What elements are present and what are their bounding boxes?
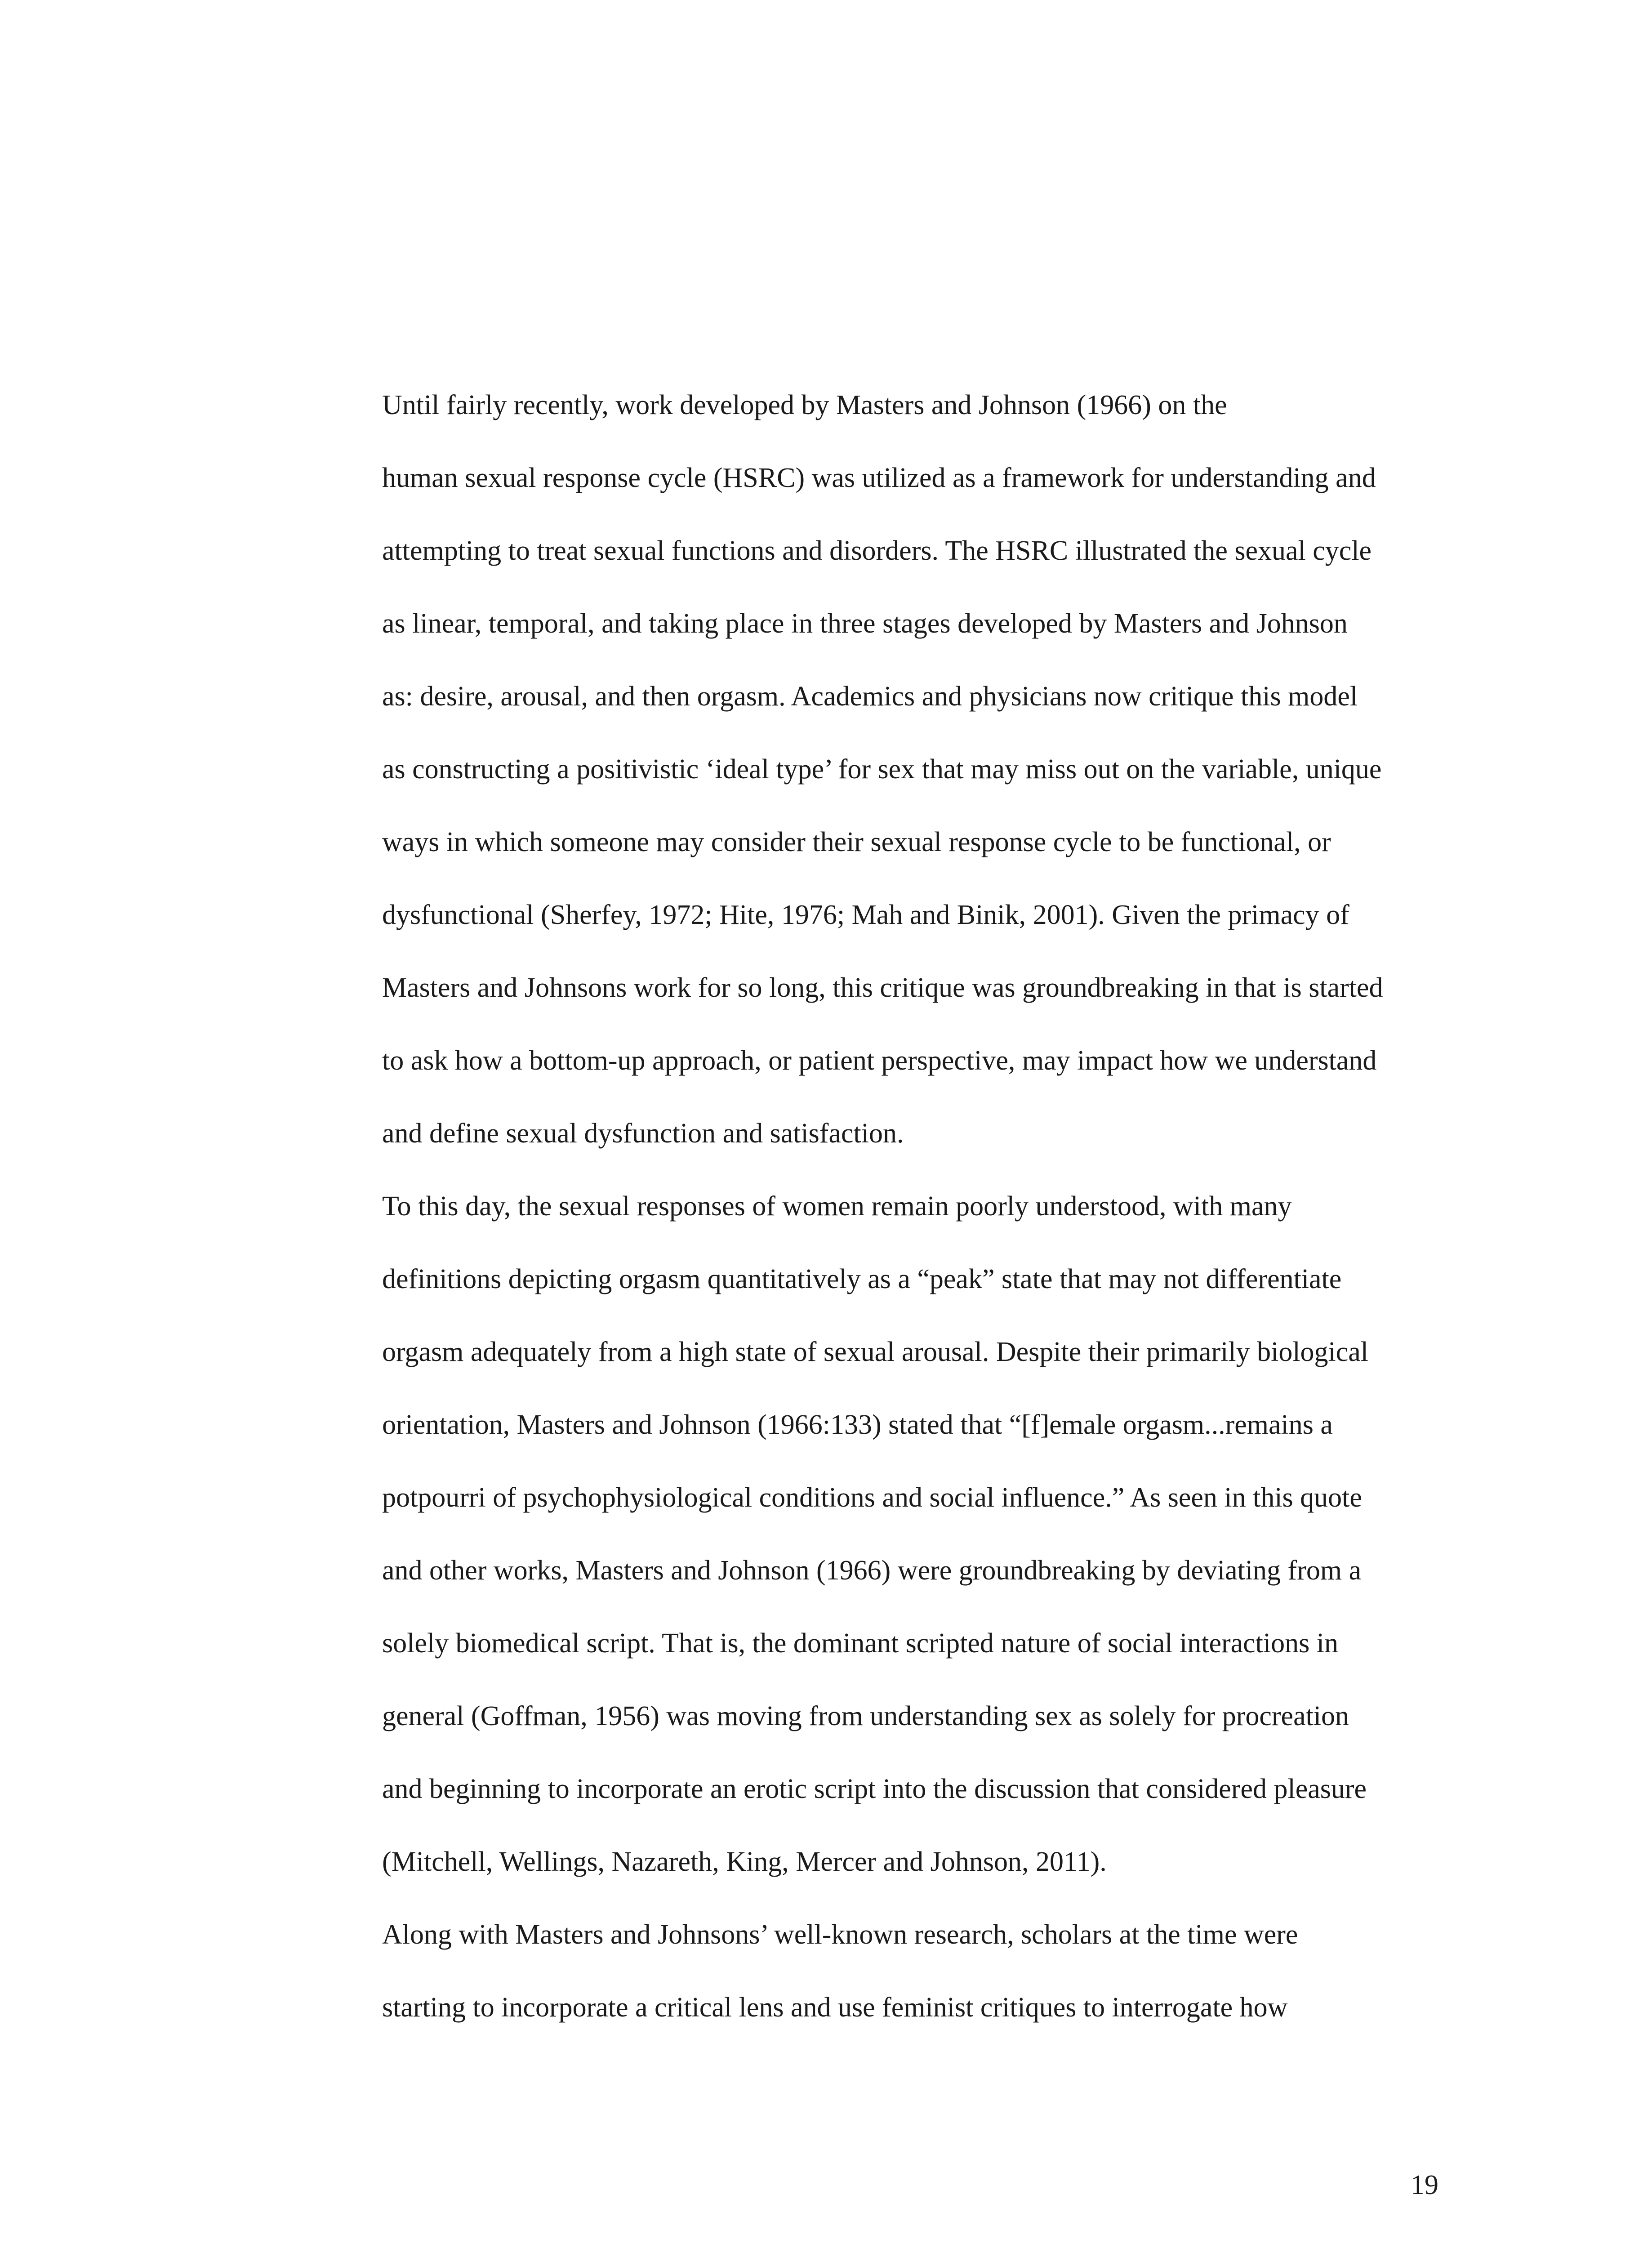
text-line: and define sexual dysfunction and satisfaction. xyxy=(382,1118,904,1149)
text-line: orgasm adequately from a high state of sexual arousal. Despite their primarily biological xyxy=(382,1337,1369,1367)
page-number: 19 xyxy=(1411,2170,1438,2200)
text-line: to ask how a bottom-up approach, or patient perspective, may impact how we understand xyxy=(382,1045,1377,1076)
text-line: dysfunctional (Sherfey, 1972; Hite, 1976; Mah and Binik, 2001). Given the primacy of xyxy=(382,900,1349,930)
text-line: as: desire, arousal, and then orgasm. Academics and physicians now critique this model xyxy=(382,681,1358,712)
text-line: Along with Masters and Johnsons’ well-known research, scholars at the time were xyxy=(382,1919,1298,1950)
text-line: attempting to treat sexual functions and disorders. The HSRC illustrated the sexual cycle xyxy=(382,535,1372,566)
text-line: orientation, Masters and Johnson (1966:133) stated that “[f]emale orgasm...remains a xyxy=(382,1409,1333,1440)
text-line: potpourri of psychophysiological conditions and social influence.” As seen in this quote xyxy=(382,1482,1362,1513)
text-line: To this day, the sexual responses of women remain poorly understood, with many xyxy=(382,1191,1292,1222)
body-text xyxy=(288,369,1438,2044)
text-line: and other works, Masters and Johnson (1966) were groundbreaking by deviating from a xyxy=(382,1555,1362,1586)
text-line: ways in which someone may consider their sexual response cycle to be functional, or xyxy=(382,827,1331,857)
text-line: human sexual response cycle (HSRC) was utilized as a framework for understanding and xyxy=(382,463,1376,493)
text-line: as linear, temporal, and taking place in three stages developed by Masters and Johnson xyxy=(382,608,1348,639)
text-line: starting to incorporate a critical lens and use feminist critiques to interrogate how xyxy=(382,1992,1288,2023)
paragraph xyxy=(288,1898,1438,2044)
text-line: Until fairly recently, work developed by Masters and Johnson (1966) on the xyxy=(382,390,1227,420)
text-line: and beginning to incorporate an erotic script into the discussion that considered pleasure xyxy=(382,1774,1367,1804)
text-line: Masters and Johnsons work for so long, this critique was groundbreaking in that is started xyxy=(382,972,1383,1003)
paragraph xyxy=(288,1170,1438,1898)
text-line: solely biomedical script. That is, the dominant scripted nature of social interactions in xyxy=(382,1628,1338,1659)
text-line: (Mitchell, Wellings, Nazareth, King, Mercer and Johnson, 2011). xyxy=(382,1847,1107,1877)
paragraph xyxy=(288,369,1438,1170)
text-line: general (Goffman, 1956) was moving from understanding sex as solely for procreation xyxy=(382,1701,1349,1731)
text-line: as constructing a positivistic ‘ideal type’ for sex that may miss out on the variable, unique xyxy=(382,754,1382,785)
text-line: definitions depicting orgasm quantitatively as a “peak” state that may not differentiate xyxy=(382,1264,1342,1294)
